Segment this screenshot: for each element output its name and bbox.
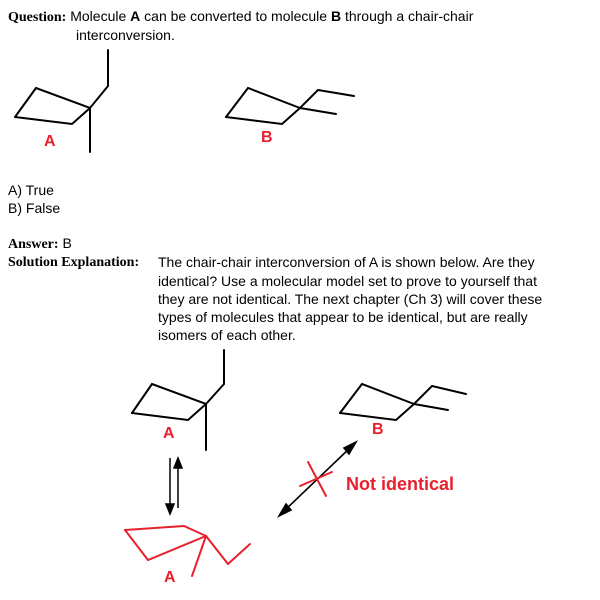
solution-line-5: isomers of each other. [158, 327, 296, 343]
question-line2: interconversion. [76, 27, 175, 43]
option-a: A) True [8, 182, 54, 198]
molecule-a-flipped [125, 526, 250, 576]
label-b-explanation: B [372, 421, 384, 438]
molecule-b-question [226, 88, 354, 124]
label-a-question: A [44, 133, 56, 150]
molecule-a-question [15, 50, 108, 152]
solution-label: Solution Explanation: [8, 255, 140, 270]
question-mol-b: B [330, 8, 342, 24]
label-b-question: B [261, 129, 273, 146]
solution-line-3: they are not identical. The next chapter (Ch 3) will cover these [158, 291, 543, 307]
equilibrium-arrows [166, 458, 182, 514]
question-text-post: through a chair-chair [344, 8, 474, 24]
answer [8, 234, 72, 254]
question-text-pre: Molecule [70, 8, 127, 24]
option-b: B) False [8, 200, 61, 216]
label-a-explanation: A [163, 425, 175, 442]
solution-line-2: identical? Use a molecular model set to prove to yourself that [158, 273, 537, 289]
question-mol-a: A [130, 8, 141, 24]
answer-value: B [62, 235, 72, 251]
molecule-b-explanation [340, 384, 466, 420]
question-text-mid: can be converted to molecule [144, 8, 328, 24]
question-label: Question: [8, 10, 67, 25]
solution-line-1: The chair-chair interconversion of A is shown below. Are they [158, 254, 535, 270]
answer-label: Answer: [8, 237, 59, 252]
label-a-flipped: A [164, 569, 176, 586]
molecule-a-explanation [132, 350, 224, 450]
not-identical-label: Not identical [346, 474, 455, 494]
solution-line-4: types of molecules that appear to be identical, but are really [158, 309, 528, 325]
